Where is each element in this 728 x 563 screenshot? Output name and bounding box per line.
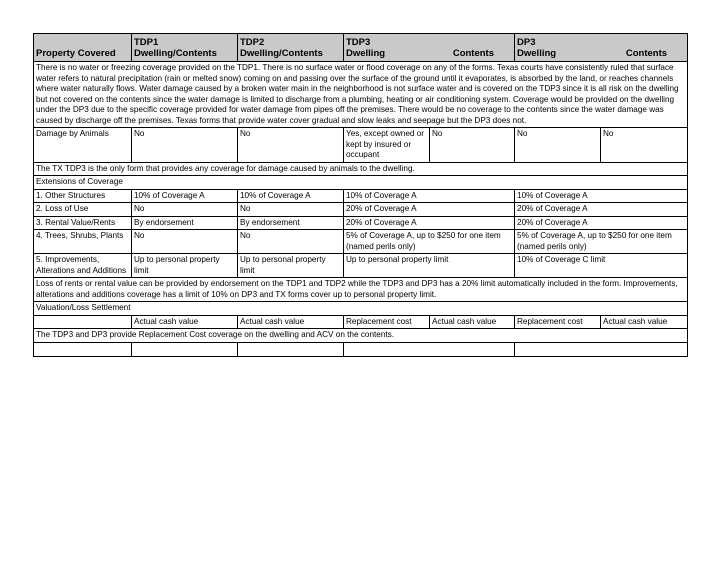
ext-tdp1: By endorsement: [132, 216, 238, 230]
ext-tdp3: Up to personal property limit: [344, 254, 515, 278]
header-dp3-name: DP3: [517, 37, 536, 48]
ext-tdp3: 10% of Coverage A: [344, 189, 515, 203]
ext-label: 4. Trees, Shrubs, Plants: [34, 230, 132, 254]
header-dp3-dwelling: Dwelling: [517, 48, 557, 59]
table-row: [34, 189, 688, 203]
ext-tdp2: No: [238, 203, 344, 217]
animals-note: The TX TDP3 is the only form that provides any coverage for damage caused by animals to the dwelling.: [34, 162, 688, 176]
valuation-tdp3-contents: Actual cash value: [430, 315, 515, 329]
ext-tdp2: 10% of Coverage A: [238, 189, 344, 203]
table-row: [34, 254, 688, 278]
animals-tdp1: No: [132, 128, 238, 163]
header-tdp3-contents: Contents: [452, 48, 495, 59]
water-note-row: [34, 62, 688, 128]
ext-dp3: 20% of Coverage A: [515, 203, 688, 217]
valuation-dp3-dwelling: Replacement cost: [515, 315, 601, 329]
animals-row: [34, 128, 688, 163]
valuation-tdp2: Actual cash value: [238, 315, 344, 329]
animals-tdp3-contents: No: [430, 128, 515, 163]
animals-dp3-dwelling: No: [515, 128, 601, 163]
empty-cell: [132, 342, 238, 356]
valuation-dp3-contents: Actual cash value: [601, 315, 688, 329]
empty-cell: [34, 342, 132, 356]
extensions-note: Loss of rents or rental value can be provided by endorsement on the TDP1 and TDP2 while the TDP3 and DP3 has a 20% limit automatically included in the form. Improvements, alterations and additions coverage has a limit of 10% on DP3 and TX forms cover up to personal property limit.: [34, 278, 688, 302]
header-tdp2-sub: Dwelling/Contents: [240, 48, 323, 59]
ext-label: 3. Rental Value/Rents: [34, 216, 132, 230]
ext-label: 5. Improvements, Alterations and Additions: [34, 254, 132, 278]
valuation-tdp1: Actual cash value: [132, 315, 238, 329]
valuation-note: The TDP3 and DP3 provide Replacement Cost coverage on the dwelling and ACV on the contents.: [34, 329, 688, 343]
valuation-tdp3-dwelling: Replacement cost: [344, 315, 430, 329]
animals-note-row: [34, 162, 688, 176]
ext-tdp1: 10% of Coverage A: [132, 189, 238, 203]
header-tdp1: [132, 34, 238, 62]
table-row: [34, 203, 688, 217]
table-row: [34, 216, 688, 230]
header-tdp2: [238, 34, 344, 62]
valuation-note-row: [34, 329, 688, 343]
header-dp3: [515, 34, 688, 62]
ext-tdp3: 20% of Coverage A: [344, 216, 515, 230]
valuation-label-empty: [34, 315, 132, 329]
ext-tdp2: Up to personal property limit: [238, 254, 344, 278]
header-tdp2-name: TDP2: [240, 37, 265, 48]
header-tdp1-name: TDP1: [134, 37, 159, 48]
ext-tdp2: By endorsement: [238, 216, 344, 230]
ext-tdp1: No: [132, 230, 238, 254]
ext-tdp1: Up to personal property limit: [132, 254, 238, 278]
animals-tdp3-dwelling: Yes, except owned or kept by insured or occupant: [344, 128, 430, 163]
ext-dp3: 10% of Coverage A: [515, 189, 688, 203]
ext-dp3: 20% of Coverage A: [515, 216, 688, 230]
table-header-row: [34, 34, 688, 62]
ext-dp3: 5% of Coverage A, up to $250 for one item (named perils only): [515, 230, 688, 254]
animals-tdp2: No: [238, 128, 344, 163]
header-property-covered: Property Covered: [34, 34, 132, 62]
ext-dp3: 10% of Coverage C limit: [515, 254, 688, 278]
header-tdp1-sub: Dwelling/Contents: [134, 48, 217, 59]
header-tdp3: [344, 34, 515, 62]
ext-label: 2. Loss of Use: [34, 203, 132, 217]
header-dp3-contents: Contents: [625, 48, 668, 59]
ext-tdp3: 20% of Coverage A: [344, 203, 515, 217]
extensions-note-row: [34, 278, 688, 302]
empty-cell: [238, 342, 344, 356]
ext-tdp1: No: [132, 203, 238, 217]
valuation-title: Valuation/Loss Settlement: [34, 302, 688, 316]
empty-cell: [344, 342, 515, 356]
header-tdp3-name: TDP3: [346, 37, 371, 48]
animals-dp3-contents: No: [601, 128, 688, 163]
animals-label: Damage by Animals: [34, 128, 132, 163]
empty-row: [34, 342, 688, 356]
extensions-title: Extensions of Coverage: [34, 176, 688, 190]
table-row: [34, 230, 688, 254]
extensions-title-row: [34, 176, 688, 190]
valuation-title-row: [34, 302, 688, 316]
valuation-row: [34, 315, 688, 329]
water-note: There is no water or freezing coverage provided on the TDP1. There is no surface water or flood coverage on any of the forms. Texas courts have consistently ruled that surface water refers to natural precipitation (rain or melted snow) coming on and passing over the surface of the ground until it evaporates, is absorbed by the land, or reaches channels where water naturally flows. Water damage caused by a broken water main in the neighborhood is not surface water and is covered on the TDP3 since it is all risk on the dwelling but not covered on the contents since the water damage is limited to discharge from a plumbing, heating or air conditioning system. Coverage would be provided on the dwelling under the DP3 due to the specific coverage provided for water damage from pipes off the premises. There would be no coverage to the contents since the water damage was caused by discharge off the premises. Texas forms that provide water cover gradual and slow leaks and seepage but the DP3 does not.: [34, 62, 688, 128]
ext-tdp3: 5% of Coverage A, up to $250 for one item (named perils only): [344, 230, 515, 254]
header-tdp3-dwelling: Dwelling: [346, 48, 386, 59]
empty-cell: [515, 342, 688, 356]
ext-tdp2: No: [238, 230, 344, 254]
coverage-comparison-table: [33, 33, 688, 357]
ext-label: 1. Other Structures: [34, 189, 132, 203]
